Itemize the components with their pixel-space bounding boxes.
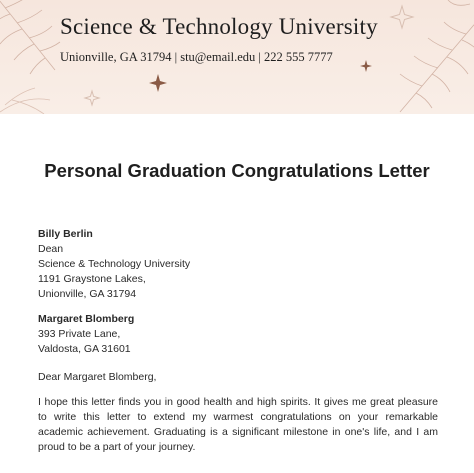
body-paragraph: I hope this letter finds you in good health and high spirits. It gives me great pleasure to write this letter to extend my warmest congratulations on your remarkable academic achievement. Graduating is a significant milestone in one's life, and I am proud to be a part of your journey. — [38, 396, 438, 453]
recipient-city: Valdosta, GA 31601 — [38, 343, 131, 355]
recipient-name: Margaret Blomberg — [38, 313, 135, 325]
recipient-address — [38, 312, 134, 357]
salutation-block — [38, 370, 156, 385]
sender-position: Dean — [38, 243, 64, 255]
sparkle-medium-icon — [149, 74, 167, 92]
sparkle-small-icon — [360, 60, 372, 72]
recipient-street: 393 Private Lane, — [38, 328, 121, 340]
left-leaf-sprig-icon — [0, 0, 60, 74]
document-title: Personal Graduation Congratulations Letter — [44, 160, 430, 181]
bottom-left-leaves-icon — [0, 88, 50, 114]
letter-body — [38, 395, 438, 455]
sparkle-faint-icon — [85, 91, 99, 105]
sender-city: Unionville, GA 31794 — [38, 288, 137, 300]
sender-street: 1191 Graystone Lakes, — [38, 273, 146, 285]
sender-organization: Science & Technology University — [38, 258, 191, 270]
salutation: Dear Margaret Blomberg, — [38, 371, 157, 383]
university-contact: Unionville, GA 31794 | stu@email.edu | 222 555 7777 — [60, 50, 333, 64]
letterhead — [0, 0, 474, 114]
sender-name: Billy Berlin — [38, 228, 93, 240]
university-name: Science & Technology University — [60, 14, 378, 39]
sender-address — [38, 227, 190, 302]
sparkle-large-icon — [391, 6, 413, 28]
